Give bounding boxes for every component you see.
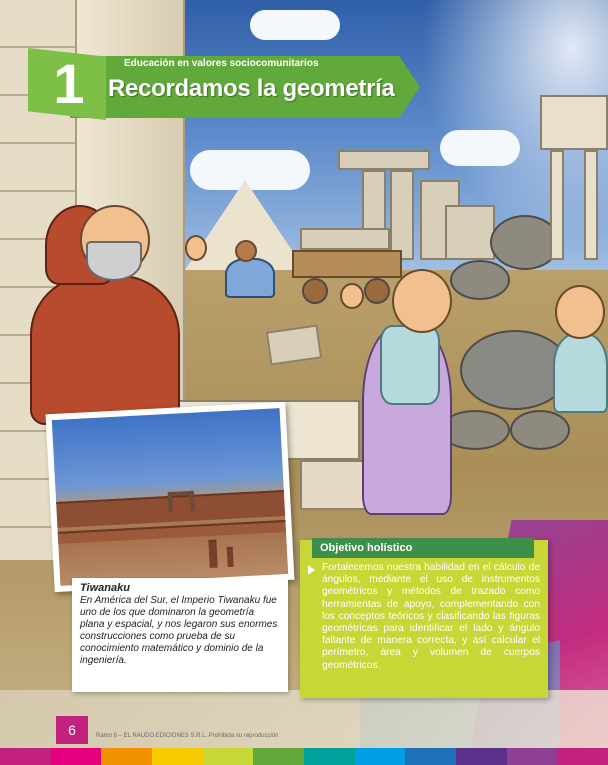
footer-copyright: Ramo 6 – EL RAUDO EDICIONES S.R.L. Prohibida su reproducción — [96, 733, 279, 739]
chapter-banner — [28, 48, 420, 120]
footer-stripe — [152, 748, 203, 765]
cloud — [440, 130, 520, 166]
tiwanaku-photo-frame — [46, 402, 295, 592]
stone-block — [300, 228, 390, 250]
student-character — [340, 265, 460, 515]
footer-stripe — [0, 748, 51, 765]
cloud — [250, 10, 340, 40]
banner-kicker: Educación en valores sociocomunitarios — [124, 58, 319, 69]
footer-stripe — [253, 748, 304, 765]
footer-stripe — [456, 748, 507, 765]
footer-stripe — [101, 748, 152, 765]
objective-body: Fortalecemos nuestra habilidad en el cálculo de ángulos, mediante el uso de instrumentos geométricos y métodos de trazado como herramientas de apoyo, complementando con los conceptos teóricos y clasificando las figuras geométricas para identificar el lado y ángulo faltante de manera correcta, y así calcular el perímetro, área y volumen de cuerpos geométricos. — [322, 562, 540, 671]
philosopher-character — [30, 185, 200, 425]
chapter-number: 1 — [53, 52, 85, 115]
footer-stripe — [507, 748, 558, 765]
caption-body: En América del Sur, el Imperio Tiwanaku fue uno de los que dominaron la geometría plana y espacial, y nos legaron sus enormes construcciones como prueba de su conocimiento matemático y dominio de la ingeniería. — [80, 595, 278, 666]
decorative-shard — [0, 690, 608, 748]
boulder — [510, 410, 570, 450]
photo-caption — [72, 578, 288, 692]
stone-block — [445, 205, 495, 260]
footer-color-stripes — [0, 748, 608, 765]
page-number: 6 — [56, 716, 88, 744]
worker-character — [205, 240, 295, 310]
footer-stripe — [203, 748, 254, 765]
footer-stripe — [557, 748, 608, 765]
footer-stripe — [355, 748, 406, 765]
objective-heading: Objetivo holístico — [312, 538, 534, 558]
child-character — [545, 285, 608, 415]
temple-ruin — [540, 95, 608, 255]
bullet-arrow-icon — [308, 565, 315, 575]
cart-wheel — [302, 278, 328, 304]
footer-stripe — [51, 748, 102, 765]
chapter-title: Recordamos la geometría — [108, 75, 395, 102]
sun-gate — [168, 491, 195, 512]
objective-box — [300, 540, 548, 698]
footer-stripe — [304, 748, 355, 765]
stone-block — [390, 170, 414, 260]
tiwanaku-photo — [52, 408, 288, 586]
caption-title: Tiwanaku — [80, 582, 130, 594]
stone-block — [338, 150, 430, 170]
stone-block — [266, 325, 322, 366]
footer-stripe — [405, 748, 456, 765]
